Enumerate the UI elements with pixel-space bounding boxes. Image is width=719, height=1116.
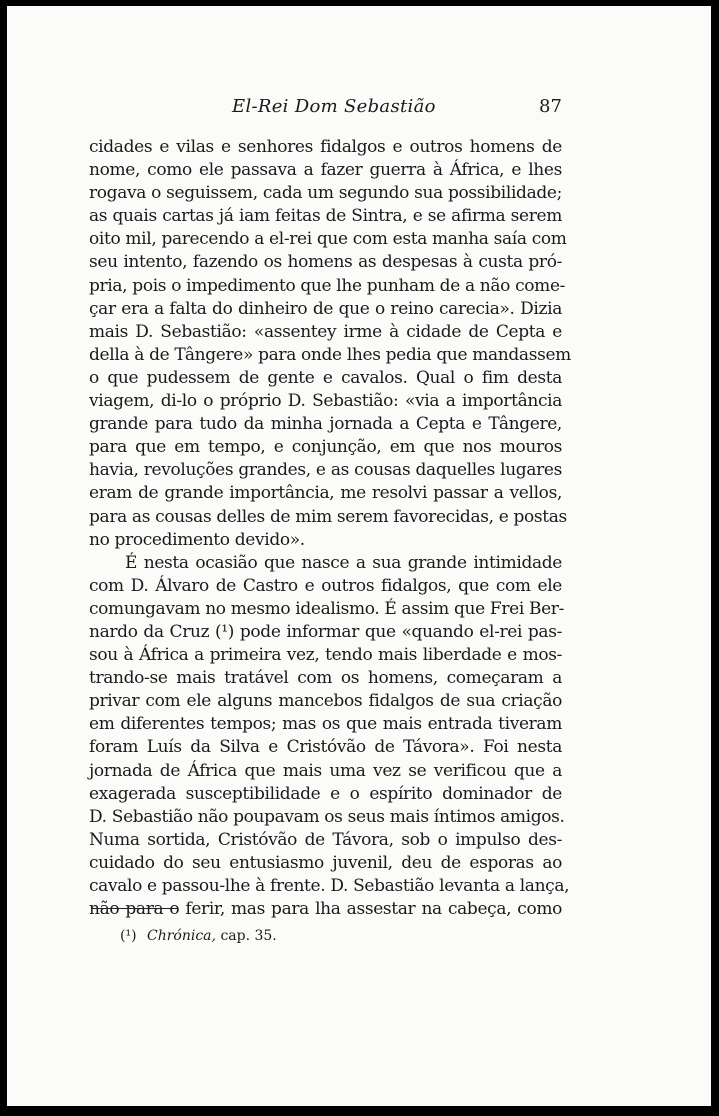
text-line: não para o ferir, mas para lha assestar na cabeça, como	[89, 899, 562, 920]
text-line: É nesta ocasião que nasce a sua grande intimidade	[125, 552, 562, 573]
page-header	[7, 96, 711, 120]
text-line: D. Sebastião não poupavam os seus mais íntimos amigos.	[89, 806, 565, 827]
text-line: cavalo e passou-lhe à frente. D. Sebastião levanta a lança,	[89, 876, 570, 896]
body-text	[89, 136, 571, 921]
text-line: em diferentes tempos; mas os que mais entrada tiveram	[89, 714, 562, 735]
text-line: sou à África a primeira vez, tendo mais liberdade e mos-	[89, 645, 562, 666]
text-line: mais D. Sebastião: «assentey irme à cidade de Cepta e	[89, 321, 562, 342]
running-title: El-Rei Dom Sebastião	[232, 96, 436, 117]
text-line: exagerada susceptibilidade e o espírito dominador de	[89, 783, 562, 804]
text-line: o que pudessem de gente e cavalos. Qual o fim desta	[89, 367, 562, 388]
footnote-source-title: Chrónica,	[147, 928, 216, 944]
text-line: cuidado do seu entusiasmo juvenil, deu de esporas ao	[89, 852, 562, 873]
text-line: Numa sortida, Cristóvão de Távora, sob o impulso des-	[89, 829, 562, 850]
text-line: havia, revoluções grandes, e as cousas daquelles lugares	[89, 460, 562, 481]
text-line: rogava o seguissem, cada um segundo sua possibilidade;	[89, 183, 562, 204]
book-page	[7, 6, 711, 1106]
text-line: viagem, di-lo o próprio D. Sebastião: «via a importância	[89, 391, 562, 412]
footnote-source-detail: cap. 35.	[220, 928, 277, 944]
text-line: para que em tempo, e conjunção, em que nos mouros	[89, 437, 562, 458]
text-line: pria, pois o impedimento que lhe punham de a não come-	[89, 275, 566, 296]
footnote-divider	[91, 908, 177, 909]
text-line: no procedimento devido».	[89, 529, 305, 550]
text-line: privar com ele alguns mancebos fidalgos de sua criação	[89, 691, 562, 712]
text-line: della à de Tângere» para onde lhes pedia que mandassem	[89, 344, 571, 365]
text-line: foram Luís da Silva e Cristóvão de Távora». Foi nesta	[89, 737, 562, 758]
text-line: jornada de África que mais uma vez se verificou que a	[89, 760, 562, 781]
text-line: cidades e vilas e senhores fidalgos e outros homens de	[89, 137, 562, 157]
footnote-marker: (¹)	[120, 928, 137, 944]
text-line: nome, como ele passava a fazer guerra à África, e lhes	[89, 160, 562, 181]
text-line: as quais cartas já iam feitas de Sintra, e se afirma serem	[89, 206, 562, 227]
text-line: seu intento, fazendo os homens as despesas à custa pró-	[89, 252, 562, 273]
text-line: eram de grande importância, me resolvi passar a vellos,	[89, 483, 562, 504]
text-line: trando-se mais tratável com os homens, começaram a	[89, 668, 562, 689]
footnote	[120, 928, 277, 944]
text-line: nardo da Cruz (¹) pode informar que «quando el-rei pas-	[89, 621, 562, 642]
text-line: oito mil, parecendo a el-rei que com esta manha saía com	[89, 229, 567, 250]
page-number: 87	[539, 96, 562, 117]
text-line: grande para tudo da minha jornada a Cepta e Tângere,	[89, 414, 562, 435]
text-line: para as cousas delles de mim serem favorecidas, e postas	[89, 506, 567, 527]
text-line: çar era a falta do dinheiro de que o reino carecia». Dizia	[89, 298, 562, 319]
text-line: com D. Álvaro de Castro e outros fidalgos, que com ele	[89, 575, 562, 596]
text-line: comungavam no mesmo idealismo. É assim que Frei Ber-	[89, 598, 564, 619]
